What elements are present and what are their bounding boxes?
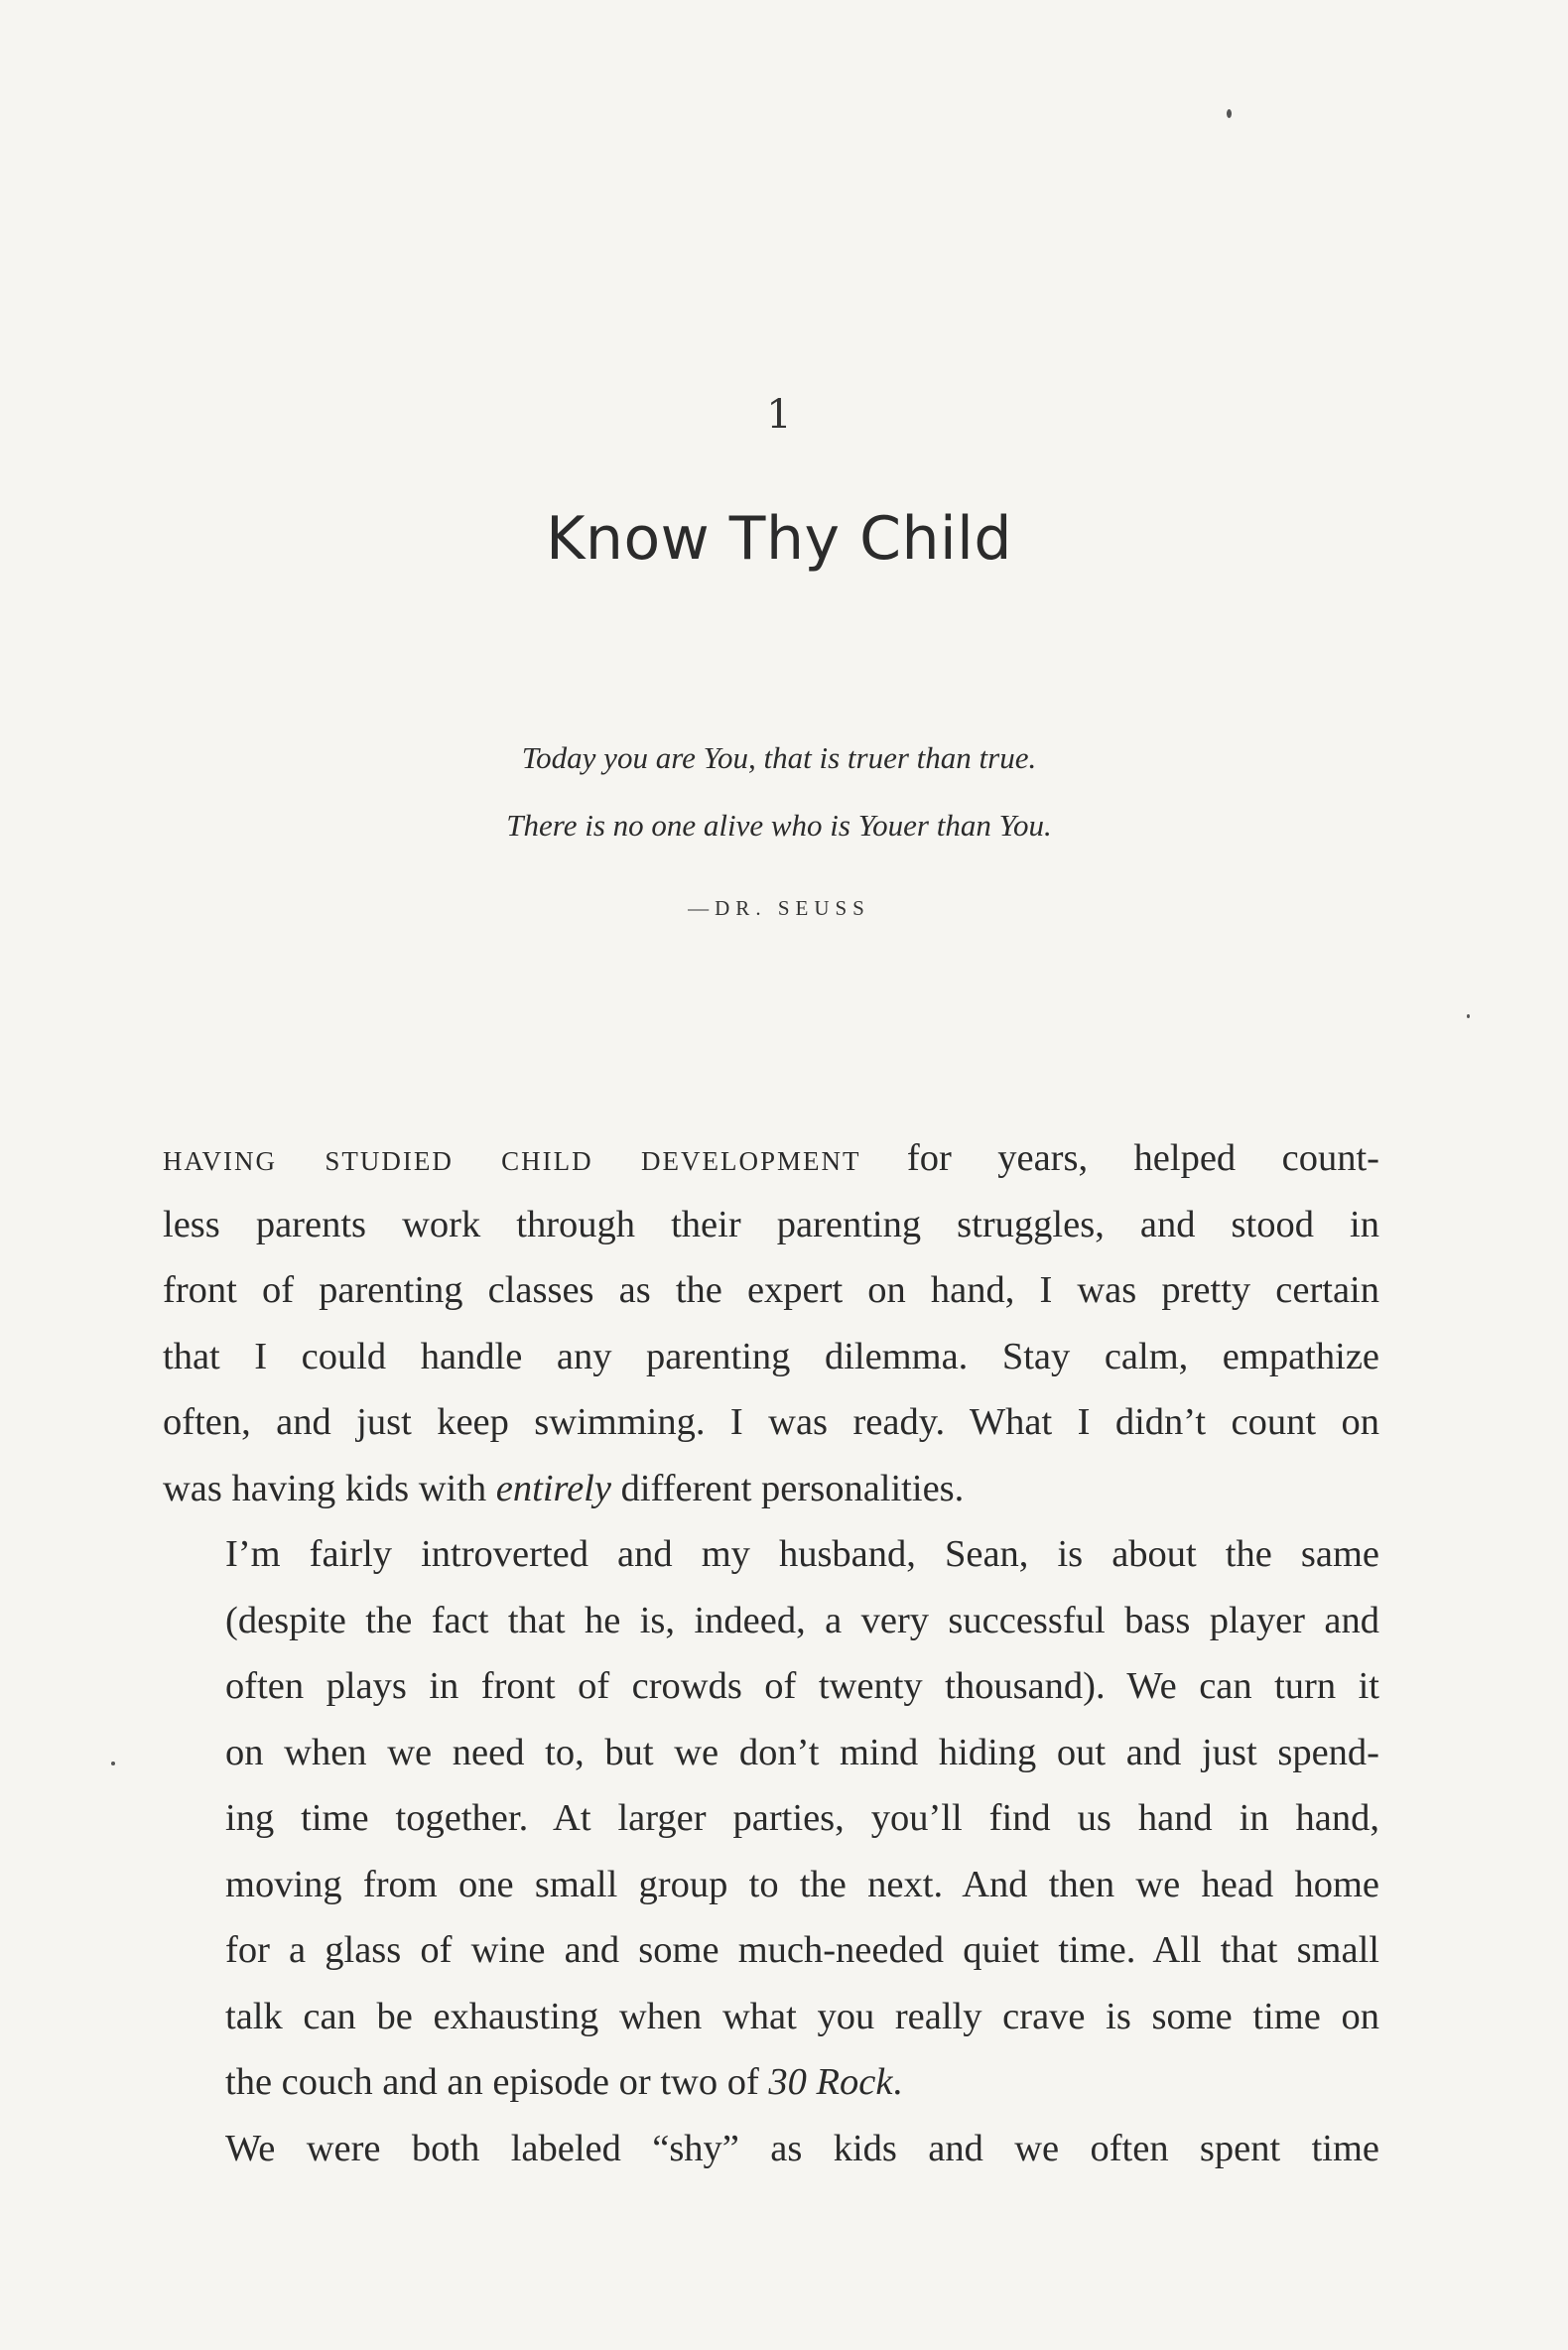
epigraph bbox=[0, 724, 1558, 859]
epigraph-line: Today you are You, that is truer than true. bbox=[521, 740, 1037, 775]
text-line bbox=[163, 1456, 1379, 1522]
text-line: (despite the fact that he is, indeed, a very successful bass player and bbox=[225, 1599, 1379, 1641]
chapter-title: Know Thy Child bbox=[546, 504, 1012, 574]
chapter-number: 1 bbox=[766, 392, 792, 438]
body-text bbox=[163, 1125, 1379, 2181]
text-line bbox=[163, 1125, 1379, 1192]
text-line: on when we need to, but we don’t mind hiding out and just spend- bbox=[225, 1731, 1379, 1773]
text-line bbox=[163, 2049, 1379, 2116]
paragraph bbox=[163, 1521, 1379, 2116]
text-run: was having kids with bbox=[163, 1467, 496, 1509]
paragraph bbox=[163, 1125, 1379, 1521]
text-run: for years, helped count- bbox=[860, 1137, 1379, 1179]
text-line: ing time together. At larger parties, you’ll find us hand in hand, bbox=[225, 1797, 1379, 1839]
epigraph-line: There is no one alive who is Youer than You. bbox=[506, 808, 1052, 843]
paper-speck bbox=[1467, 1014, 1470, 1018]
text-line: I’m fairly introverted and my husband, Sean, is about the same bbox=[225, 1533, 1379, 1575]
text-line: less parents work through their parenting struggles, and stood in bbox=[163, 1203, 1379, 1245]
text-line: that I could handle any parenting dilemma. Stay calm, empathize bbox=[163, 1335, 1379, 1377]
paragraph bbox=[163, 2116, 1379, 2182]
text-run: different personalities. bbox=[610, 1467, 965, 1509]
paper-speck bbox=[111, 1762, 115, 1765]
epigraph-attribution: —DR. SEUSS bbox=[688, 896, 870, 920]
text-line: front of parenting classes as the expert on hand, I was pretty certain bbox=[163, 1269, 1379, 1311]
emphasis: entirely bbox=[495, 1467, 611, 1509]
text-line: often plays in front of crowds of twenty thousand). We can turn it bbox=[225, 1665, 1379, 1707]
text-line: often, and just keep swimming. I was ready. What I didn’t count on bbox=[163, 1401, 1379, 1443]
text-run: . bbox=[892, 2061, 903, 2103]
run-in-smallcaps: having studied child development bbox=[163, 1137, 861, 1179]
text-line: talk can be exhausting when what you really crave is some time on bbox=[225, 1995, 1379, 2037]
paper-speck bbox=[1227, 109, 1232, 118]
text-line: for a glass of wine and some much-needed quiet time. All that small bbox=[225, 1929, 1379, 1971]
text-run: the couch and an episode or two of bbox=[225, 2061, 769, 2103]
emphasis: 30 Rock bbox=[768, 2061, 893, 2103]
text-line: We were both labeled “shy” as kids and we often spent time bbox=[225, 2127, 1379, 2169]
text-line: moving from one small group to the next. And then we head home bbox=[225, 1863, 1379, 1905]
